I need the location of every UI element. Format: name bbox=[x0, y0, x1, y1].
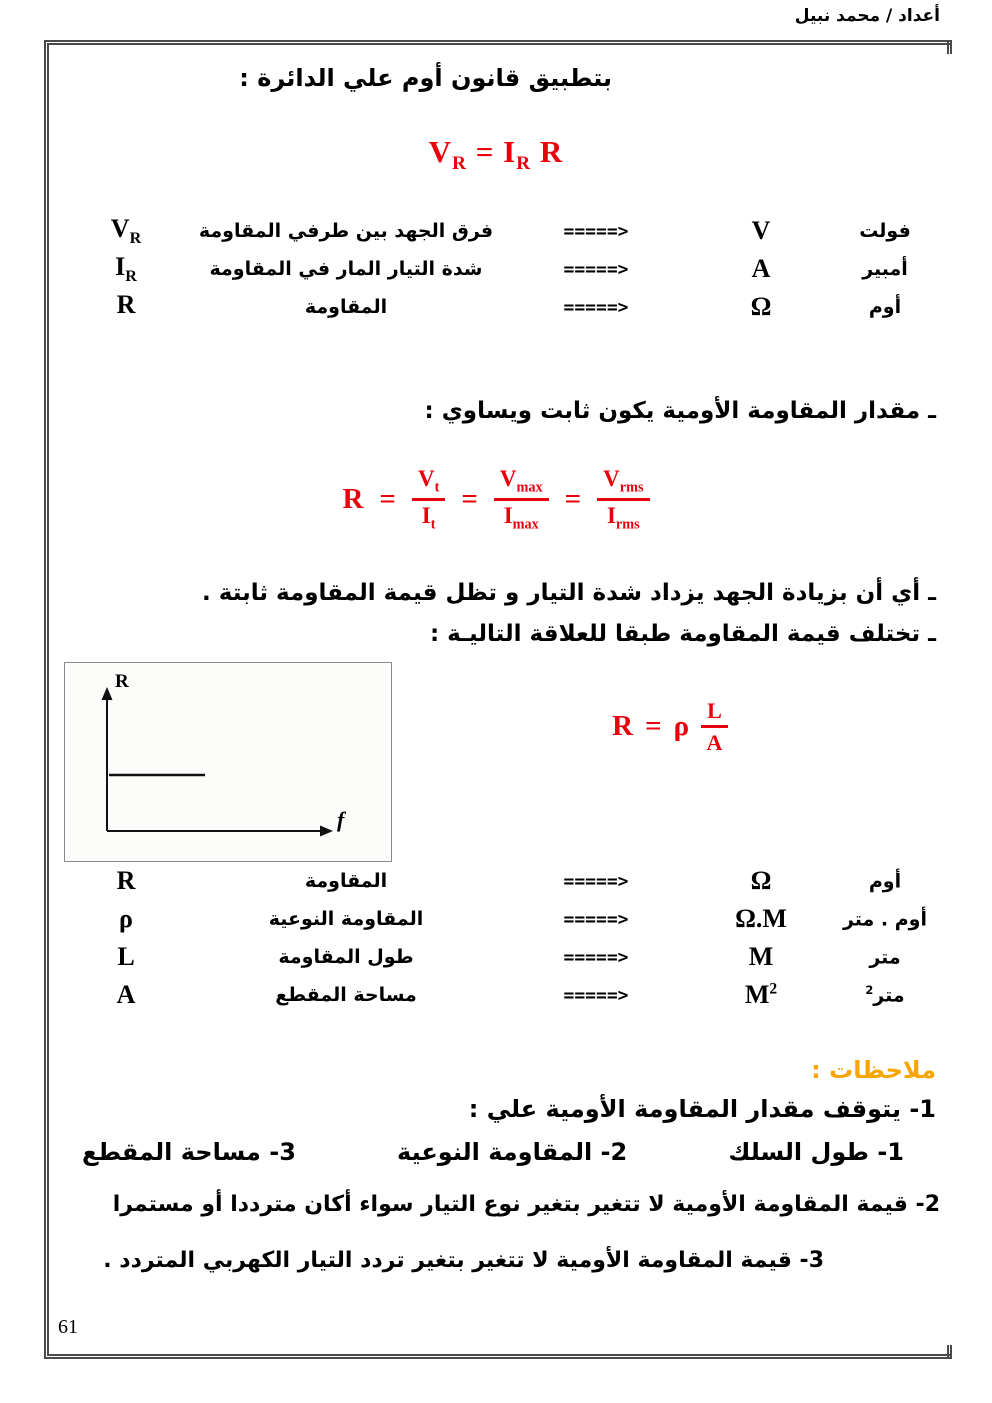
statement-voltage-current: ـ أي أن بزيادة الجهد يزداد شدة التيار و تظل قيمة المقاومة ثابتة . bbox=[202, 580, 936, 606]
resistance-ratio-formula bbox=[0, 466, 992, 533]
unit-name-cell bbox=[826, 907, 944, 930]
symbol-cell: R bbox=[116, 866, 136, 895]
formula-term: I bbox=[421, 502, 431, 528]
equals-sign: = bbox=[379, 482, 396, 515]
unit-name-base: متر bbox=[873, 984, 905, 1007]
x-axis-arrow bbox=[320, 826, 333, 837]
formula-subscript: R bbox=[452, 153, 467, 175]
equals-sign: = bbox=[564, 482, 582, 515]
symbol-cell bbox=[56, 214, 196, 248]
formula-subscript: R bbox=[516, 153, 532, 175]
fraction bbox=[412, 466, 445, 533]
formula-term: R bbox=[539, 134, 564, 169]
description-cell: شدة التيار المار في المقاومة bbox=[209, 258, 483, 280]
formula-term: R bbox=[342, 482, 364, 515]
unit-name-cell bbox=[826, 869, 944, 892]
formula-term: V bbox=[428, 134, 453, 169]
equals-sign: = bbox=[645, 710, 662, 743]
fraction-denominator bbox=[504, 501, 539, 533]
formula-term: I bbox=[503, 134, 517, 169]
description-cell: المقاومة bbox=[304, 296, 388, 318]
unit-cell bbox=[696, 980, 826, 1010]
fraction-numerator bbox=[412, 466, 445, 501]
description-cell: مساحة المقطع bbox=[275, 984, 417, 1006]
note-1: 1- يتوقف مقدار المقاومة الأومية علي : bbox=[468, 1095, 936, 1123]
fraction bbox=[494, 466, 549, 533]
note-2: 2- قيمة المقاومة الأومية لا تتغير بتغير نوع التيار سواء أكان مترددا أو مستمرا bbox=[112, 1192, 940, 1217]
description-cell: المقاومة النوعية bbox=[268, 908, 424, 930]
mapping-arrow: =====> bbox=[563, 870, 629, 892]
fraction-denominator: A bbox=[706, 730, 723, 756]
formula-subscript: rms bbox=[619, 479, 644, 496]
fraction-denominator bbox=[422, 501, 436, 533]
unit-cell: V bbox=[751, 216, 771, 245]
note-item: 3- مساحة المقطع bbox=[82, 1138, 296, 1166]
symbol-cell bbox=[56, 290, 196, 324]
y-axis-label: R bbox=[115, 671, 129, 692]
statement-resistance-constant: ـ مقدار المقاومة الأومية يكون ثابت ويساوي : bbox=[424, 398, 936, 424]
border-corner-top-right bbox=[947, 40, 952, 54]
fraction bbox=[701, 698, 728, 756]
note-item: 1- طول السلك bbox=[728, 1138, 904, 1166]
symbol-base: I bbox=[115, 251, 126, 281]
symbol-base: R bbox=[116, 289, 136, 319]
ohm-law-formula bbox=[0, 134, 992, 175]
formula-subscript: t bbox=[434, 479, 440, 496]
unit-name-base: أوم bbox=[868, 870, 902, 893]
statement-resistance-relation: ـ تختلف قيمة المقاومة طبقا للعلاقة التاليـة : bbox=[429, 621, 936, 647]
unit-cell bbox=[696, 942, 826, 972]
resistivity-formula bbox=[420, 698, 920, 756]
page-number: 61 bbox=[58, 1316, 78, 1338]
unit-name-base: متر bbox=[869, 946, 901, 969]
description-cell: فرق الجهد بين طرفي المقاومة bbox=[198, 220, 494, 242]
fraction-numerator: L bbox=[701, 698, 728, 728]
mapping-arrow: =====> bbox=[563, 220, 629, 242]
note-3: 3- قيمة المقاومة الأومية لا تتغير بتغير تردد التيار الكهربي المتردد . bbox=[103, 1248, 824, 1273]
symbol-subscript: R bbox=[129, 230, 142, 248]
border-corner-bottom-right bbox=[947, 1345, 952, 1359]
rho-symbol: ρ bbox=[673, 710, 690, 743]
mapping-arrow: =====> bbox=[563, 258, 629, 280]
unit-cell: Ω bbox=[750, 292, 772, 321]
unit-name-cell bbox=[826, 983, 944, 1006]
table-row bbox=[56, 862, 944, 900]
equals-sign: = bbox=[461, 482, 478, 515]
description-cell: طول المقاومة bbox=[278, 946, 414, 968]
mapping-arrow: =====> bbox=[563, 946, 629, 968]
formula-term: R bbox=[612, 710, 634, 743]
notes-heading: ملاحظات : bbox=[811, 1056, 936, 1084]
unit-cell bbox=[696, 904, 826, 934]
table-row bbox=[56, 212, 944, 250]
unit-name-cell bbox=[826, 945, 944, 968]
unit-cell bbox=[696, 866, 826, 896]
quantities-table bbox=[56, 212, 944, 326]
mapping-arrow: =====> bbox=[563, 984, 629, 1006]
fraction-denominator bbox=[607, 501, 640, 533]
unit-name-cell: فولت bbox=[859, 220, 911, 242]
unit-superscript: 2 bbox=[769, 980, 778, 998]
y-axis-arrow bbox=[102, 687, 113, 700]
fraction bbox=[597, 466, 649, 533]
note-1-items bbox=[82, 1138, 904, 1166]
unit-base: M bbox=[748, 942, 774, 971]
table-row bbox=[56, 900, 944, 938]
unit-base: Ω bbox=[750, 866, 772, 895]
formula-subscript: max bbox=[512, 516, 539, 533]
author-line: أعداد / محمد نبيل bbox=[794, 6, 940, 26]
unit-name-cell: أمبير bbox=[862, 258, 908, 280]
table-row bbox=[56, 938, 944, 976]
formula-term: V bbox=[603, 466, 620, 491]
table-row bbox=[56, 250, 944, 288]
unit-base: Ω.M bbox=[735, 904, 787, 933]
symbol-cell: A bbox=[116, 980, 136, 1009]
symbol-cell bbox=[56, 252, 196, 286]
symbol-cell: ρ bbox=[119, 904, 133, 933]
formula-term: I bbox=[606, 502, 616, 528]
unit-cell: A bbox=[751, 254, 771, 283]
table-row bbox=[56, 976, 944, 1014]
description-cell: المقاومة bbox=[304, 870, 388, 892]
resistance-frequency-graph bbox=[64, 662, 392, 862]
fraction-numerator bbox=[494, 466, 549, 501]
note-item: 2- المقاومة النوعية bbox=[397, 1138, 628, 1166]
mapping-arrow: =====> bbox=[563, 296, 629, 318]
table-row bbox=[56, 288, 944, 326]
unit-name-cell: أوم bbox=[868, 296, 902, 318]
fraction-numerator bbox=[597, 466, 649, 501]
formula-subscript: t bbox=[430, 516, 436, 533]
equals-sign: = bbox=[475, 134, 495, 169]
formula-subscript: max bbox=[516, 479, 543, 496]
formula-term: I bbox=[503, 502, 513, 528]
symbol-base: V bbox=[110, 213, 130, 243]
unit-base: M bbox=[744, 980, 770, 1009]
formula-term: V bbox=[417, 466, 435, 491]
symbol-cell: L bbox=[117, 942, 135, 971]
unit-name-base: أوم . متر bbox=[842, 908, 928, 931]
resistivity-table bbox=[56, 862, 944, 1014]
x-axis-label: f bbox=[337, 807, 345, 832]
mapping-arrow: =====> bbox=[563, 908, 629, 930]
page-title: بتطبيق قانون أوم علي الدائرة : bbox=[239, 64, 612, 92]
formula-subscript: rms bbox=[615, 516, 640, 533]
symbol-subscript: R bbox=[125, 268, 137, 286]
unit-name-superscript: 2 bbox=[865, 983, 874, 998]
formula-term: V bbox=[499, 466, 517, 491]
